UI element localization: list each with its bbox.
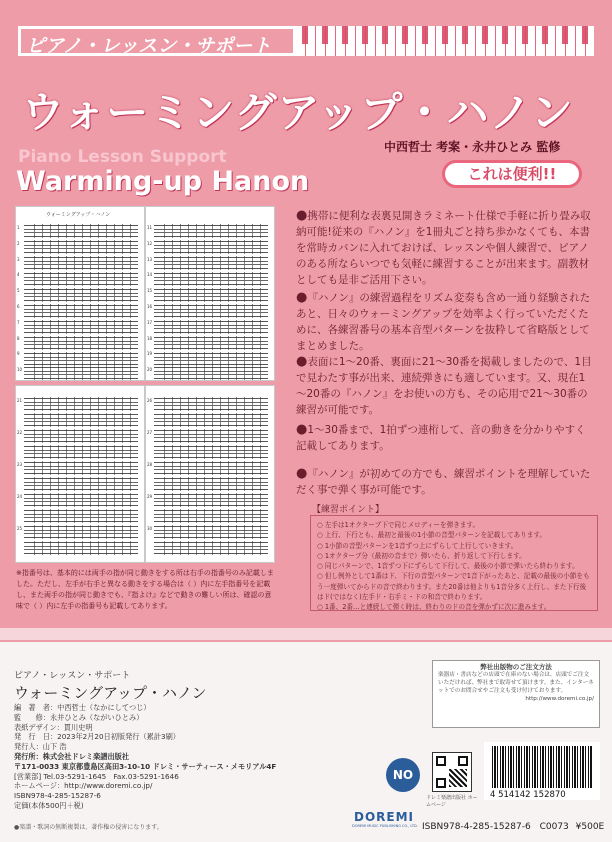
practice-item: ○ 但し例外として1番はド、下行の音型パターンで1音下がったあと、記載の最後の小節をもう一度弾いてからドの音で終わります。また20番は他よりも1音分多く上行し、また下行後はド(ではなく)左手ド・右手ミ・ドの和音で終わります。 (317, 572, 590, 602)
binder-strip (0, 628, 612, 640)
author-credit: 中西哲士 考案・永井ひとみ 監修 (384, 140, 561, 154)
paragraph-1: ●携帯に便利な表裏見開きラミネート仕様で手軽に折り畳み収納可能!従来の『ハノン』を1冊丸ごと持ち歩かなくても、本書を常時カバンに入れておけば、レッスンや個人練習で、ピアノのある所ならいつでも気軽に練習することが出来ます。副教材としても是非ご活用下さい。 (296, 208, 591, 286)
measure-number: 23 (17, 462, 23, 467)
measure-number: 14 (147, 272, 153, 278)
sheet-preview-back-left (16, 386, 144, 562)
measure-number: 27 (147, 430, 153, 435)
practice-item: ○ 上行、下行とも、最初と最後の1小節の音型パターンを記載してあります。 (317, 531, 546, 540)
category-code: C0073 (539, 822, 569, 832)
paragraph-3: ●表面に1～20番、裏面に21～30番を掲載しましたので、1目で見わたす事が出来、連続弾きにも適しています。又、現在1～20番の『ハノン』をお使いの方も、その応用で21～30番の練習が可能です。 (296, 354, 592, 416)
measure-number: 25 (17, 526, 23, 531)
measure-number: 13 (147, 256, 153, 262)
measure-number: 28 (147, 462, 153, 467)
practice-item: ○ 1オクターブ分（最初の音まで）弾いたら、折り返して下行します。 (317, 551, 526, 560)
measure-number: 11 (147, 225, 153, 230)
paragraph-5: ●『ハノン』が初めての方でも、練習ポイントを理解していただく事で弾く事が可能です。 (296, 466, 591, 496)
measure-number: 4 (17, 272, 20, 278)
sheet-preview-front-left (16, 207, 144, 380)
measure-number: 5 (17, 288, 20, 294)
no-copy-mark: NO (386, 758, 420, 792)
isbn: ISBN978-4-285-15287-6 (422, 822, 531, 832)
colophon-title: ウォーミングアップ・ハノン (14, 684, 207, 702)
measure-number: 10 (17, 367, 23, 373)
measure-number: 21 (17, 398, 23, 403)
measure-number: 18 (147, 335, 153, 341)
series-title-en: Piano Lesson Support (18, 147, 227, 167)
measure-number: 29 (147, 494, 153, 499)
measure-number: 3 (17, 256, 20, 262)
measure-number: 15 (147, 288, 153, 294)
measure-number: 19 (147, 351, 153, 357)
fingering-note: ※指番号は、基本的には両手の指が同じ動きをする所は右手の指番号のみ記載しました。ただし、左手が右手と異なる動きをする場合は（ ）内に左手指番号を記載し、また両手の指が同じ動きでも、『指よけ』などで動きの難しい所は、確認の意味で（ ）内に左手の指番号も記載してあります。 (16, 569, 274, 610)
qr-caption: ドレミ楽譜出版社 ホームページ (426, 795, 478, 808)
series-title-jp: ピアノ・レッスン・サポート (26, 35, 272, 57)
colophon-footnote: ●楽譜・歌詞の無断複製は、著作権の侵害になります。 (14, 824, 163, 831)
measure-number: 30 (147, 526, 153, 531)
sheet-preview-front-right (146, 207, 274, 380)
sheet-title: ウォーミングアップ・ハノン (46, 212, 111, 218)
practice-item: ○ 同じパターンで、1音ずつ下にずらして下行して、最後の小節で弾いたら終わります。 (317, 562, 579, 571)
publisher-logo: DOREMI (354, 810, 415, 824)
measure-number: 17 (147, 319, 153, 325)
colophon-lines: 編 著 者：中西哲士（なかにしてつじ） 監 修：永井ひとみ（ながいひとみ） 表紙デザイン：貫川史明 発 行 日：2023年2月20日初版発行（累計3刷） 発行人：山下 浩 発行所：株式会社ドレミ楽譜出版社 〒171-0033 東京都豊島区高田3-10-10 ドレミ・サーティース・メモリアル4F [営業部] Tel.03-5291-1645 Fax.03-5291-1646 ホームページ：http://www.doremi.co.jp/ ISBN978-4-285-15287-6 定価(本体500円＋税) (14, 703, 277, 810)
measure-number: 9 (17, 351, 20, 357)
measure-number: 1 (17, 225, 20, 230)
order-box (432, 660, 600, 728)
measure-number: 20 (147, 367, 153, 373)
barcode-digits: 4 514142 152870 (490, 790, 566, 800)
convenient-badge: これは便利!! (442, 160, 582, 188)
publisher-logo-sub: DOREMI MUSIC PUBLISHING CO., LTD. (352, 824, 418, 828)
measure-number: 8 (17, 335, 20, 341)
practice-item: ○ 1小節の音型パターンを1音ずつ上にずらして上行していきます。 (317, 541, 518, 550)
measure-number: 7 (17, 319, 20, 325)
order-text: 楽器店・書店などの店頭で在庫のない場合は、店頭でご注文いただければ、弊社まで取寄せて頂けます。また、インターネットでのお問合せやご注文も受け付けております。 (438, 672, 594, 694)
measure-number: 12 (147, 240, 153, 246)
practice-item: ○ 1番、2番…と連続して弾く時は、終わりのドの音を弾かずに次に進みます。 (317, 603, 551, 612)
qr-code (432, 752, 472, 792)
practice-heading: 【練習ポイント】 (312, 505, 385, 515)
order-url: http://www.doremi.co.jp/ (525, 696, 594, 702)
practice-item: ○ 左手は1オクターブ下で同じメロディーを弾きます。 (317, 521, 480, 529)
measure-number: 24 (17, 494, 23, 499)
price-code: ¥500E (575, 822, 605, 832)
measure-number: 22 (17, 430, 23, 435)
practice-points-box (310, 515, 598, 611)
measure-number: 2 (17, 240, 20, 246)
measure-number: 6 (17, 304, 20, 309)
paragraph-4: ●1～30番まで、1拍ずつ連桁して、音の動きを分かりやすく記載してあります。 (296, 422, 586, 452)
main-title-jp: ウォーミングアップ・ハノン (22, 88, 574, 137)
sheet-preview-back-right (146, 386, 274, 562)
paragraph-2: ●『ハノン』の練習過程をリズム変奏も含め一通り経験されたあと、日々のウォーミングアップを効率よく行っていただくために、各練習番号の基本音型パターンを抜粋して省略版としてまとめました。 (296, 290, 591, 352)
main-title-en: Warming-up Hanon (16, 166, 310, 197)
isbn-line (422, 822, 604, 832)
colophon-series: ピアノ・レッスン・サポート (14, 671, 131, 681)
measure-number: 26 (147, 398, 153, 403)
order-title: 弊社出版物のご注文方法 (480, 663, 552, 671)
measure-number: 16 (147, 304, 153, 309)
